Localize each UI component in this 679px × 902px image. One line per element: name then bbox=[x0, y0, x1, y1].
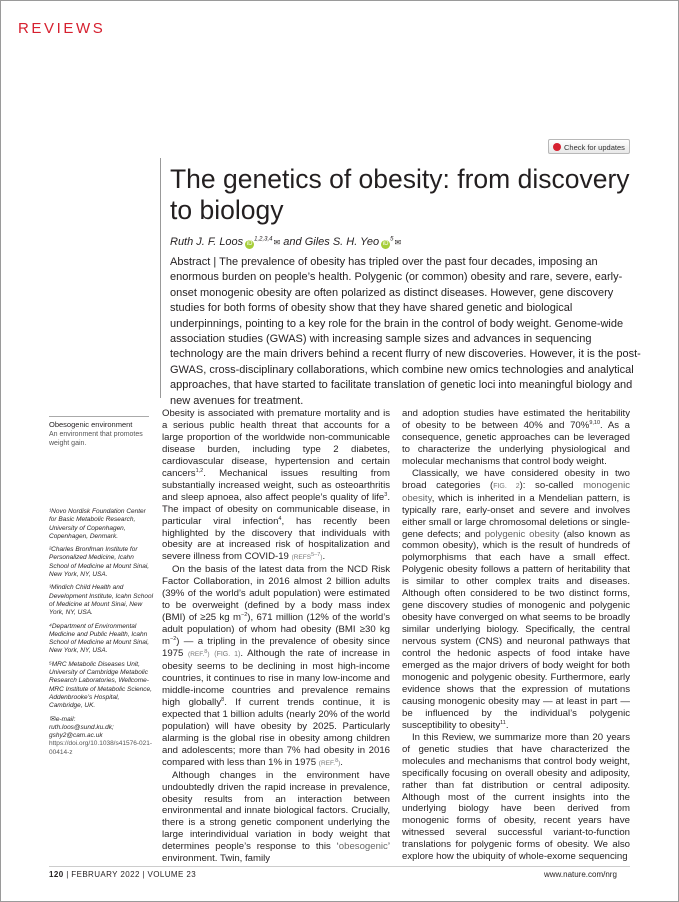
affiliations bbox=[49, 508, 154, 762]
ref-link[interactable]: REF. bbox=[190, 651, 205, 659]
author-1[interactable]: Ruth J. F. Loos bbox=[170, 236, 244, 248]
update-icon bbox=[553, 143, 561, 151]
author-2-affiliations: 5 bbox=[390, 236, 394, 243]
paragraph: Classically, we have considered obesity in two broad categories (FIG. 2): so-called monogenic obesity, which is inherited in a Mendelian pattern, is typically rare, early-onset and severe and involves either small or large chromosomal deletions or single-gene defects; and polygenic obesity (also known as common obesity), which is the result of hundreds of polymorphisms that each have a small effect. Polygenic obesity follows a pattern of heritability that is similar to other complex traits and diseases. Although often considered to be two distinct forms, gene discovery studies of monogenic and polygenic obesity have converged on what seems to be broadly similar underlying biology. Specifically, the central nervous system (CNS) and neuronal pathways that control the hedonic aspects of food intake have emerged as the major drivers of body weight for both monogenic and polygenic obesity. Furthermore, early evidence shows that the expression of mutations causing monogenic obesity may — at least in part — be influenced by the individual’s polygenic susceptibility to obesity$^{11}$. bbox=[402, 467, 630, 731]
email-addresses[interactable]: ruth.loos@sund.ku.dk; gshy2@cam.ac.uk bbox=[49, 723, 114, 740]
abstract: Abstract | The prevalence of obesity has tripled over the past four decades, imposing an enormous burden on people’s health. Polygenic (or common) obesity and rare, severe, early-onset monogenic obesity are often polarized as distinct diseases. However, gene discovery studies for both forms of obesity show that they have shared genetic and biological underpinnings, pointing to a key role for the brain in the control of body weight. Genome-wide association studies (GWAS) with increasing sample sizes and advances in sequencing technology are the main drivers behind a recent flurry of new discoveries. However, it is the post-GWAS, cross-disciplinary collaborations, which combine new omics technologies and analytical approaches, that have started to facilitate translation of genetic loci into meaningful biology and new avenues for treatment. bbox=[170, 256, 641, 407]
author-1-affiliations: 1,2,3,4 bbox=[254, 236, 273, 243]
figure-link[interactable]: FIG. 1 bbox=[216, 651, 239, 659]
paragraph: and adoption studies have estimated the heritability of obesity to be between 40% and 70%$^{9,10}$. As a consequence, genetic approaches can be leveraged to characterize the underlying physiological and molecular mechanisms that control body weight. bbox=[402, 408, 630, 467]
glossary-definition: An environment that promotes weight gain. bbox=[49, 431, 143, 447]
journal-url[interactable]: www.nature.com/nrg bbox=[544, 870, 617, 879]
glossary-box bbox=[49, 416, 149, 448]
affiliation: ⁵MRC Metabolic Diseases Unit, University of Cambridge Metabolic Research Laboratories, Wellcome-MRC Institute of Metabolic Science, Addenbrooke’s Hospital, Cambridge, UK. bbox=[49, 660, 152, 710]
article-title: The genetics of obesity: from discovery to biology bbox=[170, 164, 630, 225]
paragraph: Obesity is associated with premature mortality and is a serious public health threat that accounts for a large proportion of the worldwide non-communicable disease burden, including type 2 diabetes, cardiovascular disease, hypertension and certain cancers$^{1,2}$. Mechanical issues resulting from substantially increased weight, such as osteoarthritis and sleep apnoea, also affect people’s quality of life$^3$. The impact of obesity on communicable disease, in particular viral infection$^4$, has recently been highlighted by the discovery that individuals with obesity are at increased risk of hospitalization and severe illness from COVID-19 (REFS$^{5-7}$). bbox=[162, 408, 390, 563]
glossary-link[interactable]: polygenic obesity bbox=[484, 528, 560, 540]
volume: VOLUME 23 bbox=[147, 870, 197, 879]
ref-link[interactable]: REF. bbox=[320, 759, 336, 767]
issue-date: FEBRUARY 2022 bbox=[71, 870, 140, 879]
orcid-icon[interactable]: iD bbox=[246, 241, 253, 247]
footer-issue: 120 | FEBRUARY 2022 | VOLUME 23 bbox=[49, 870, 197, 879]
glossary-link[interactable]: obesogenic bbox=[338, 841, 388, 853]
affiliation: ⁴Department of Environmental Medicine and Public Health, Icahn School of Medicine at Mount Sinai, New York, NY, USA. bbox=[49, 622, 150, 655]
body-column-1 bbox=[162, 408, 390, 865]
doi-link[interactable]: https://doi.org/10.1038/s41576-021-00414-z bbox=[49, 740, 152, 756]
glossary-link[interactable]: monogenic obesity bbox=[402, 479, 630, 504]
paragraph: Although changes in the environment have undoubtedly driven the rapid increase in prevalence, obesity results from an interaction between environmental and innate biological factors. Crucially, there is a strong genetic component underlying the large interindividual variation in body weight that determines people’s response to this ‘obesogenic’ environment. Twin, family bbox=[162, 769, 390, 865]
envelope-icon: ✉ bbox=[50, 715, 56, 723]
email-label: e-mail: bbox=[55, 715, 76, 723]
footer-rule bbox=[49, 866, 630, 867]
glossary-term: Obesogenic environment bbox=[49, 416, 149, 429]
paragraph: On the basis of the latest data from the NCD Risk Factor Collaboration, in 2016 almost 2 billion adults (39% of the world’s adult population) were estimated to be overweight (defined by a body mass index (BMI) of ≥25 kg $m^{-2}$), 671 million (12% of the world’s adult population) of whom had obesity (BMI ≥30 kg $m^{-2}$) — a tripling in the prevalence of obesity since 1975 (REF.$^8$) (FIG. 1). Although the rate of increase in obesity seems to be declining in most high-income countries, it continues to rise in many low-income and middle-income countries and prevalence remains high globally$^8$. If current trends continue, it is expected that 1 billion adults (nearly 20% of the world population) will have obesity by 2025. Particularly alarming is the global rise in obesity among children and adolescents; more than 7% had obesity in 2016 compared with less than 1% in 1975 (REF.$^8$). bbox=[162, 564, 391, 768]
affiliation: ¹Novo Nordisk Foundation Center for Basic Metabolic Research, University of Copenhagen, Copenhagen, Denmark. bbox=[49, 508, 146, 540]
envelope-icon[interactable]: ✉ bbox=[394, 238, 402, 247]
paragraph: In this Review, we summarize more than 20 years of genetic studies that have characterized the molecules and mechanisms that control body weight, specifically focusing on overall obesity and adiposity, rather than fat distribution or central adiposity. Although most of the current insights into the underlying biology have been derived from monogenic forms of obesity, recent years have witnessed several successful variant-to-function translations for polygenic forms of obesity. We also explore how the ubiquity of whole-exome sequencing bbox=[402, 731, 630, 863]
ref-link[interactable]: REFS bbox=[293, 554, 312, 562]
envelope-icon[interactable]: ✉ bbox=[273, 238, 281, 247]
author-2[interactable]: Giles S. H. Yeo bbox=[304, 236, 380, 248]
orcid-icon[interactable]: iD bbox=[382, 241, 389, 247]
check-for-updates-label: Check for updates bbox=[564, 143, 625, 152]
author-join: and bbox=[283, 236, 302, 248]
title-rule bbox=[160, 158, 161, 398]
page-number: 120 bbox=[49, 870, 64, 879]
affiliation: ³Mindich Child Health and Development Institute, Icahn School of Medicine at Mount Sinai, New York, NY, USA. bbox=[49, 584, 154, 617]
figure-link[interactable]: FIG. 2 bbox=[493, 482, 520, 490]
body-column-2 bbox=[402, 408, 630, 863]
author-line bbox=[170, 236, 401, 249]
section-label: REVIEWS bbox=[18, 20, 106, 37]
affiliation: ²Charles Bronfman Institute for Personalized Medicine, Icahn School of Medicine at Mount Sinai, New York, NY, USA. bbox=[49, 546, 150, 579]
check-for-updates-button[interactable] bbox=[548, 139, 630, 154]
